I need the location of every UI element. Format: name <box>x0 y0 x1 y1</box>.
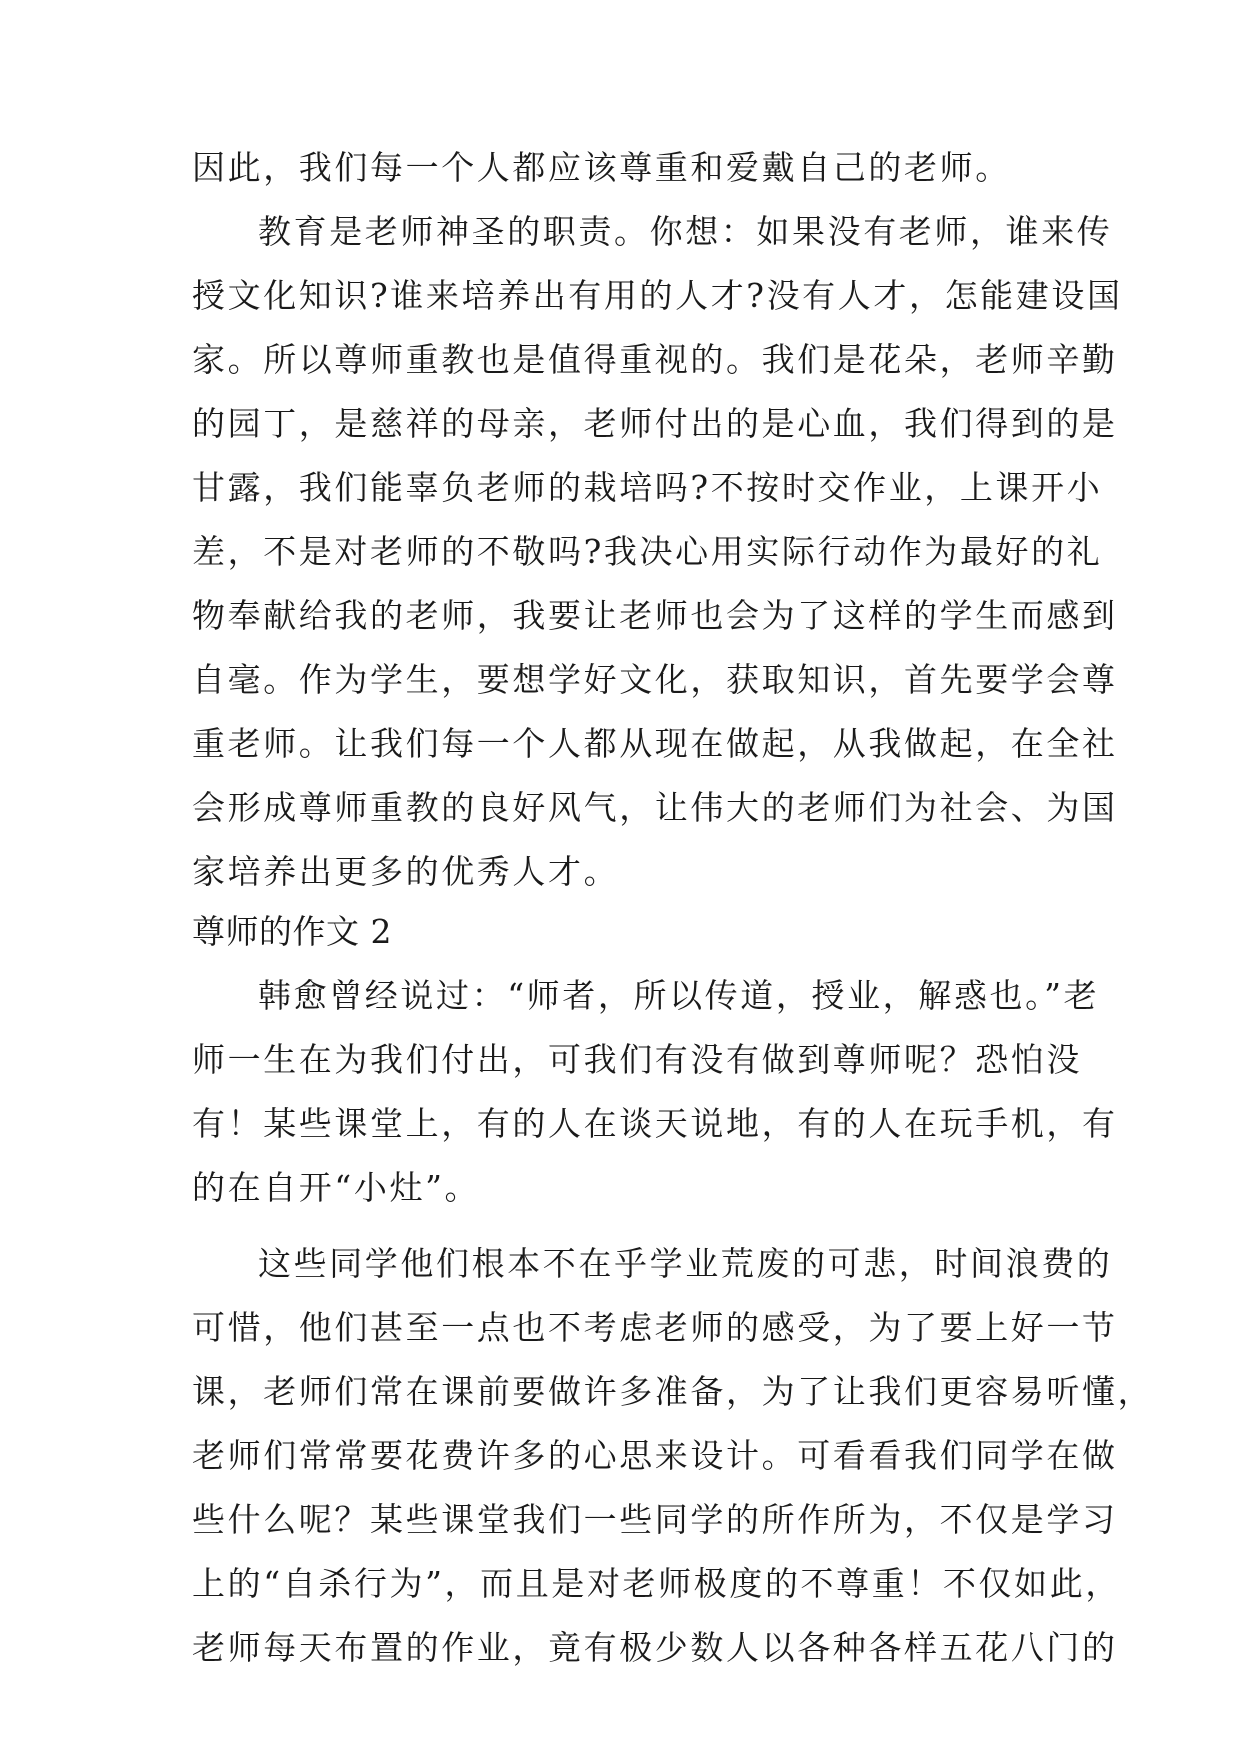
text-line: 的在自开“小灶”。 <box>192 1168 481 1207</box>
text-line: 上的“自杀行为”，而且是对老师极度的不尊重！不仅如此， <box>192 1564 1121 1603</box>
text-line: 家。所以尊师重教也是值得重视的。我们是花朵，老师辛勤 <box>192 340 1118 379</box>
text-line: 有！某些课堂上，有的人在谈天说地，有的人在玩手机，有 <box>192 1104 1118 1143</box>
text-line: 老师每天布置的作业，竟有极少数人以各种各样五花八门的 <box>192 1628 1118 1667</box>
section-heading: 尊师的作文 2 <box>192 912 392 951</box>
paragraph-first-line: 教育是老师神圣的职责。你想：如果没有老师，谁来传 <box>258 212 1113 251</box>
text-line: 的园丁，是慈祥的母亲，老师付出的是心血，我们得到的是 <box>192 404 1118 443</box>
text-line: 因此，我们每一个人都应该尊重和爱戴自己的老师。 <box>192 148 1011 187</box>
text-line: 甘露，我们能辜负老师的栽培吗?不按时交作业，上课开小 <box>192 468 1103 507</box>
text-line: 可惜，他们甚至一点也不考虑老师的感受，为了要上好一节 <box>192 1308 1118 1347</box>
paragraph-first-line: 这些同学他们根本不在乎学业荒废的可悲，时间浪费的 <box>258 1244 1113 1283</box>
text-line: 家培养出更多的优秀人才。 <box>192 852 620 891</box>
text-line: 老师们常常要花费许多的心思来设计。可看看我们同学在做 <box>192 1436 1118 1475</box>
paragraph-first-line: 韩愈曾经说过：“师者，所以传道，授业，解惑也。”老 <box>258 976 1100 1015</box>
text-line: 重老师。让我们每一个人都从现在做起，从我做起，在全社 <box>192 724 1118 763</box>
text-line: 授文化知识?谁来培养出有用的人才?没有人才，怎能建设国 <box>192 276 1123 315</box>
text-line: 师一生在为我们付出，可我们有没有做到尊师呢？恐怕没 <box>192 1040 1082 1079</box>
text-line: 些什么呢？某些课堂我们一些同学的所作所为，不仅是学习 <box>192 1500 1118 1539</box>
text-line: 会形成尊师重教的良好风气，让伟大的老师们为社会、为国 <box>192 788 1118 827</box>
text-line: 物奉献给我的老师，我要让老师也会为了这样的学生而感到 <box>192 596 1118 635</box>
text-line: 差，不是对老师的不敬吗?我决心用实际行动作为最好的礼 <box>192 532 1103 571</box>
text-line: 课，老师们常在课前要做许多准备，为了让我们更容易听懂， <box>192 1372 1154 1411</box>
text-line: 自毫。作为学生，要想学好文化，获取知识，首先要学会尊 <box>192 660 1118 699</box>
